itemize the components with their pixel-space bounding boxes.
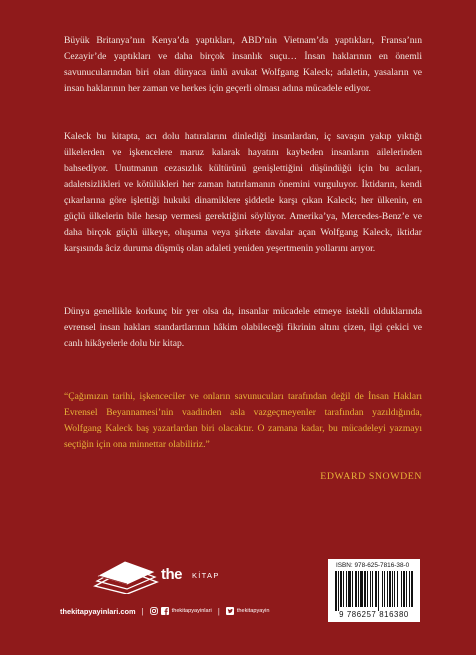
publisher-website: thekitapyayinlari.com	[60, 606, 136, 616]
facebook-handle: thekitapyayinlari	[171, 608, 212, 614]
blurb-paragraph-2: Kaleck bu kitapta, acı dolu hatıralarını dinlediği insanlardan, iç savaşın yakıp yıktığı ülkelerden ve işkencelere maruz kalarak hayatını kaybeden insanların ailelerinden bahsediyor. Unutmanın cezasızlık kültürünü genişlettiğini düşündüğü için bu acıları, adaletsizlikleri ve kötülükleri her zaman hatırlamanın önemini vurguluyor. İktidarın, kendi çıkarlarına göre işlettiği hukuki dinamiklere şiddetle karşı çıkan Kaleck; her ülkenin, en güçlü ülkelerin bile hesap vermesi gerektiğini söylüyor. Amerika’ya, Mercedes-Benz’e ve daha birçok güçlü ülkeye, oluşuma veya şirkete davalar açan Wolfgang Kaleck, iktidar karşısında âciz duruma düşmüş olan adaleti yeniden yeşertmenin yollarını arıyor.	[64, 131, 422, 254]
barcode-digits: 9 786257 816380	[339, 610, 409, 619]
logo-kitap-text: KİTAP	[192, 571, 220, 580]
blurb-paragraph-1: Büyük Britanya’nın Kenya’da yaptıkları, ABD’nin Vietnam’da yaptıkları, Fransa’nın Cezayir’de yaptıkları ve daha birçok insanlık suçu… İnsan haklarının en önemli savunucularından biri olan dünyaca ünlü avukat Wolfgang Kaleck; adaletin, yasaların ve insan haklarının her zaman ve herkes için geçerli olması adına mücadele ediyor.	[64, 35, 422, 94]
footer-divider: |	[217, 606, 220, 616]
endorsement-quote: “Çağımızın tarihi, işkenceciler ve onların savunucuları tarafından değil de İnsan Hakları Evrensel Beyannamesi’nin vaadinden asla vazgeçmeyenler tarafından yazıldığında, Wolfgang Kaleck baş yazarlardan biri olacaktır. O zamana kadar, bu mücadeleyi yazmayı seçtiğin için ona minnettar olabiliriz.”	[64, 391, 422, 450]
quote-author: EDWARD SNOWDEN	[320, 471, 422, 482]
logo-the-text: the	[161, 566, 182, 583]
blurb-paragraph-3: Dünya genellikle korkunç bir yer olsa da, insanlar mücadele etmeye istekli olduklarında evrensel insan hakları standartlarının hâkim olabileceği fikrinin altını çizen, ilgi çekici ve canlı hikâyelerle dolu bir kitap.	[64, 306, 422, 349]
barcode-bars	[335, 571, 413, 611]
isbn-barcode	[328, 559, 420, 622]
publisher-footer	[60, 604, 270, 618]
book-stack-icon	[91, 556, 163, 594]
footer-divider: |	[141, 606, 144, 616]
isbn-label: ISBN: 978-625-7816-38-0	[336, 562, 410, 569]
instagram-icon	[150, 607, 158, 615]
twitter-handle: thekitapyayin	[236, 608, 270, 614]
twitter-icon	[226, 607, 234, 615]
publisher-logo	[91, 556, 241, 596]
facebook-icon	[161, 607, 169, 615]
